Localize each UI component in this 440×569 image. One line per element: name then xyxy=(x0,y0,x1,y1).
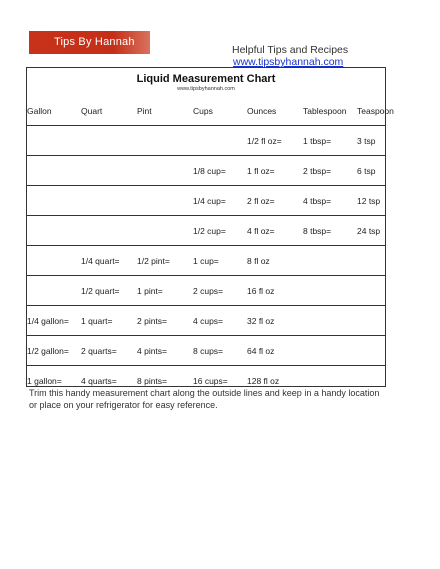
column-header: Ounces xyxy=(247,105,277,116)
table-cell: 1/2 pint= xyxy=(136,246,192,276)
table-cell xyxy=(26,126,80,156)
table-cell xyxy=(136,156,192,186)
table-cell: 1 quart= xyxy=(80,306,136,336)
table-cell: 8 cups= xyxy=(192,336,246,366)
table-cell xyxy=(136,186,192,216)
table-cell: 2 fl oz= xyxy=(246,186,302,216)
table-cell xyxy=(26,156,80,186)
table-cell xyxy=(80,156,136,186)
column-header: Teaspoon xyxy=(357,105,394,116)
table-cell: 3 tsp xyxy=(356,126,386,156)
column-header: Cups xyxy=(193,105,213,116)
table-cell: 4 fl oz= xyxy=(246,216,302,246)
column-header: Pint xyxy=(137,105,152,116)
table-cell: 4 tbsp= xyxy=(302,186,356,216)
table-cell xyxy=(356,276,386,306)
table-cell: 64 fl oz xyxy=(246,336,302,366)
table-cell: 4 cups= xyxy=(192,306,246,336)
table-row xyxy=(26,186,386,216)
table-cell xyxy=(136,216,192,246)
table-cell: 1 fl oz= xyxy=(246,156,302,186)
table-cell xyxy=(356,336,386,366)
table-cell: 1/2 fl oz= xyxy=(246,126,302,156)
table-cell xyxy=(192,126,246,156)
table-cell: 1/2 gallon= xyxy=(26,336,80,366)
table-row xyxy=(26,246,386,276)
table-cell: 1/4 cup= xyxy=(192,186,246,216)
website-link[interactable]: www.tipsbyhannah.com xyxy=(233,56,344,68)
table-cell: 8 tbsp= xyxy=(302,216,356,246)
footnote-text: Trim this handy measurement chart along the outside lines and keep in a handy location or place on your refrigerator for easy reference. xyxy=(29,388,380,410)
table-cell: 1/8 cup= xyxy=(192,156,246,186)
table-cell xyxy=(80,216,136,246)
table-cell: 16 cups= xyxy=(192,366,246,396)
table-body xyxy=(26,126,386,396)
chart-title: Liquid Measurement Chart xyxy=(136,73,276,85)
table-cell: 16 fl oz xyxy=(246,276,302,306)
table-cell xyxy=(356,306,386,336)
chart-url: www.tipsbyhannah.com xyxy=(177,86,235,92)
table-cell: 6 tsp xyxy=(356,156,386,186)
column-header: Gallon xyxy=(27,105,52,116)
table-cell xyxy=(302,276,356,306)
table-cell xyxy=(136,126,192,156)
table-cell xyxy=(302,336,356,366)
table-cell: 1 pint= xyxy=(136,276,192,306)
column-header: Tablespoon xyxy=(303,105,347,116)
table-cell: 24 tsp xyxy=(356,216,386,246)
table-cell: 1 gallon= xyxy=(26,366,80,396)
logo-text: Tips By Hannah xyxy=(54,36,135,48)
measurement-table xyxy=(26,96,394,395)
table-cell: 2 tbsp= xyxy=(302,156,356,186)
table-cell: 8 pints= xyxy=(136,366,192,396)
table-row xyxy=(26,336,386,366)
measurement-chart xyxy=(26,67,394,387)
brand-logo xyxy=(29,31,150,54)
table-cell: 2 quarts= xyxy=(80,336,136,366)
table-cell: 4 quarts= xyxy=(80,366,136,396)
table-cell: 1/2 cup= xyxy=(192,216,246,246)
table-cell xyxy=(356,246,386,276)
table-row xyxy=(26,306,386,336)
table-cell: 128 fl oz xyxy=(246,366,302,396)
table-cell: 4 pints= xyxy=(136,336,192,366)
table-header-row xyxy=(26,96,386,126)
table-cell xyxy=(302,306,356,336)
table-cell xyxy=(26,246,80,276)
table-row xyxy=(26,276,386,306)
table-cell xyxy=(26,186,80,216)
table-cell xyxy=(302,246,356,276)
table-cell: 1/4 quart= xyxy=(80,246,136,276)
table-cell: 8 fl oz xyxy=(246,246,302,276)
table-cell xyxy=(80,186,136,216)
table-row xyxy=(26,216,386,246)
table-cell: 1 cup= xyxy=(192,246,246,276)
table-cell: 1 tbsp= xyxy=(302,126,356,156)
table-cell: 1/2 quart= xyxy=(80,276,136,306)
tagline: Helpful Tips and Recipes xyxy=(232,44,349,56)
table-row xyxy=(26,156,386,186)
table-cell xyxy=(26,276,80,306)
column-header: Quart xyxy=(81,105,103,116)
table-cell: 1/4 gallon= xyxy=(26,306,80,336)
table-cell: 32 fl oz xyxy=(246,306,302,336)
table-cell xyxy=(80,126,136,156)
table-cell: 2 pints= xyxy=(136,306,192,336)
table-cell: 2 cups= xyxy=(192,276,246,306)
table-cell xyxy=(26,216,80,246)
table-row xyxy=(26,126,386,156)
table-cell: 12 tsp xyxy=(356,186,386,216)
